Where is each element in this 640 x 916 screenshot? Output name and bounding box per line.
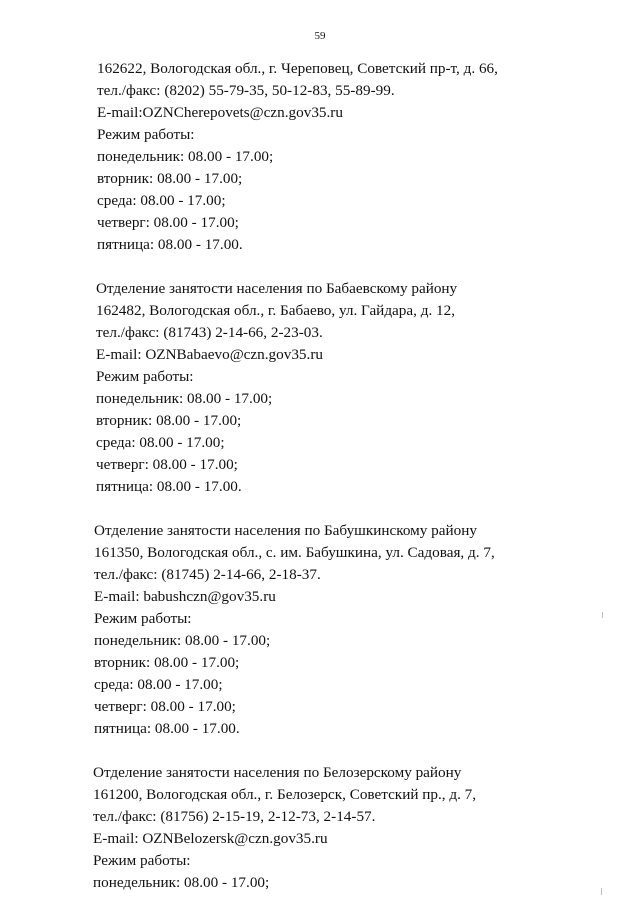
text-line: вторник: 08.00 - 17.00; [97, 170, 243, 187]
text-line: Отделение занятости населения по Бабаевскому району [96, 280, 458, 297]
text-line: среда: 08.00 - 17.00; [96, 434, 225, 451]
text-line: понедельник: 08.00 - 17.00; [93, 874, 270, 891]
text-line: Отделение занятости населения по Белозерскому району [93, 764, 462, 781]
text-line: понедельник: 08.00 - 17.00; [97, 148, 274, 165]
text-line: тел./факс: (8202) 55-79-35, 50-12-83, 55-89-99. [97, 82, 395, 99]
text-line: Режим работы: [94, 610, 192, 627]
text-line: тел./факс: (81745) 2-14-66, 2-18-37. [94, 566, 321, 583]
text-line: E-mail: OZNBabaevo@czn.gov35.ru [96, 346, 323, 363]
text-line: четверг: 08.00 - 17.00; [94, 698, 236, 715]
text-line: понедельник: 08.00 - 17.00; [94, 632, 271, 649]
text-line: вторник: 08.00 - 17.00; [94, 654, 240, 671]
text-line: тел./факс: (81756) 2-15-19, 2-12-73, 2-14-57. [93, 808, 376, 825]
scan-edge-mark [602, 612, 603, 618]
text-line: 161350, Вологодская обл., с. им. Бабушкина, ул. Садовая, д. 7, [94, 544, 495, 561]
text-line: пятница: 08.00 - 17.00. [94, 720, 240, 737]
text-line: тел./факс: (81743) 2-14-66, 2-23-03. [96, 324, 323, 341]
text-line: E-mail:OZNCherepovets@czn.gov35.ru [97, 104, 343, 121]
text-line: Отделение занятости населения по Бабушкинскому району [94, 522, 477, 539]
text-line: среда: 08.00 - 17.00; [94, 676, 223, 693]
text-line: 162622, Вологодская обл., г. Череповец, Советский пр-т, д. 66, [97, 60, 498, 77]
page-number: 59 [314, 30, 326, 42]
text-line: 161200, Вологодская обл., г. Белозерск, Советский пр., д. 7, [93, 786, 477, 803]
text-line: четверг: 08.00 - 17.00; [97, 214, 239, 231]
text-line: E-mail: babushczn@gov35.ru [94, 588, 276, 605]
text-line: вторник: 08.00 - 17.00; [96, 412, 242, 429]
text-line: пятница: 08.00 - 17.00. [96, 478, 242, 495]
text-line: Режим работы: [97, 126, 195, 143]
text-line: среда: 08.00 - 17.00; [97, 192, 226, 209]
scan-edge-mark [601, 888, 602, 895]
text-line: Режим работы: [93, 852, 191, 869]
text-line: понедельник: 08.00 - 17.00; [96, 390, 273, 407]
text-line: четверг: 08.00 - 17.00; [96, 456, 238, 473]
office-entry [0, 278, 640, 498]
text-line: 162482, Вологодская обл., г. Бабаево, ул. Гайдара, д. 12, [96, 302, 456, 319]
office-entry [0, 58, 640, 256]
document-body [0, 58, 640, 916]
text-line: E-mail: OZNBelozersk@czn.gov35.ru [93, 830, 328, 847]
text-line: пятница: 08.00 - 17.00. [97, 236, 243, 253]
office-entry [0, 762, 640, 894]
office-entry [0, 520, 640, 740]
text-line: Режим работы: [96, 368, 194, 385]
